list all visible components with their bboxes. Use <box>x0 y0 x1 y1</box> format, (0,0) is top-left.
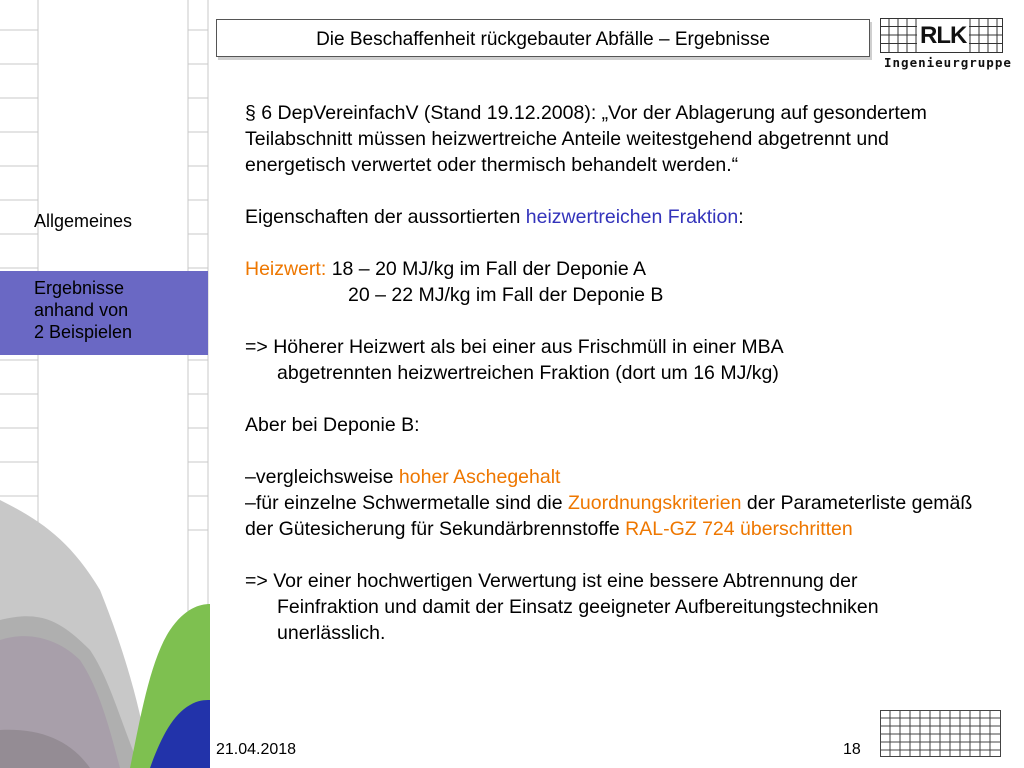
arrow1-line1: => Höherer Heizwert als bei einer aus Frischmüll in einer MBA <box>245 336 784 358</box>
bullet-metals-mid: der Parameterliste gemäß der Gütesicherung für Sekundärbrennstoffe <box>245 492 973 540</box>
bullet-metals-highlight2: RAL-GZ 724 überschritten <box>625 518 853 540</box>
arrow2-line3: unerlässlich. <box>277 622 386 644</box>
heizwert-line-b: 20 – 22 MJ/kg im Fall der Deponie B <box>348 284 664 306</box>
page-number: 18 <box>843 741 861 758</box>
decorative-grid <box>880 710 1004 758</box>
bullet-ash-prefix: –vergleichsweise <box>245 466 399 488</box>
bullet-ash-highlight: hoher Aschegehalt <box>398 466 561 488</box>
bullet-metals-prefix: –für einzelne Schwermetalle sind die <box>245 492 569 514</box>
logo-abbr: RLK <box>920 22 967 49</box>
properties-suffix: : <box>738 206 744 228</box>
properties-prefix: Eigenschaften der aussortierten <box>245 206 526 228</box>
properties-highlight: heizwertreichen Fraktion <box>525 206 739 228</box>
heizwert-line-a <box>245 256 985 282</box>
bullet-ash <box>245 464 985 490</box>
arrow2-line2: Feinfraktion und damit der Einsatz geeigneter Aufbereitungstechniken <box>277 596 879 618</box>
slide-content <box>245 100 985 646</box>
arrow1-line2: abgetrennten heizwertreichen Fraktion (dort um 16 MJ/kg) <box>277 362 779 384</box>
aber-heading: Aber bei Deponie B: <box>245 414 420 436</box>
arrow2-line1: => Vor einer hochwertigen Verwertung ist eine bessere Abtrennung der <box>245 570 858 592</box>
bullet-metals-highlight: Zuordnungskriterien <box>568 492 742 514</box>
sidebar-item-ergebnisse[interactable]: Ergebnisse anhand von 2 Beispielen <box>34 278 133 342</box>
logo-name: Ingenieurgruppe <box>884 55 1012 70</box>
heizwert-label: Heizwert: <box>245 258 327 280</box>
footer-date: 21.04.2018 <box>216 741 297 758</box>
sidebar-item-allgemeines[interactable]: Allgemeines <box>34 211 133 231</box>
paragraph-regulation: § 6 DepVereinfachV (Stand 19.12.2008): „Vor der Ablagerung auf gesondertem Teilabschnitt müssen heizwertreiche Anteile weitestgehend abgetrennt und energetisch verwertet oder thermisch behandelt werden.“ <box>245 102 927 176</box>
heizwert-value-a: 18 – 20 MJ/kg im Fall der Deponie A <box>331 258 647 280</box>
decorative-landscape <box>0 0 210 768</box>
bullet-metals <box>245 490 985 542</box>
page-title: Die Beschaffenheit rückgebauter Abfälle – Ergebnisse <box>216 19 870 57</box>
paragraph-properties <box>245 204 985 230</box>
